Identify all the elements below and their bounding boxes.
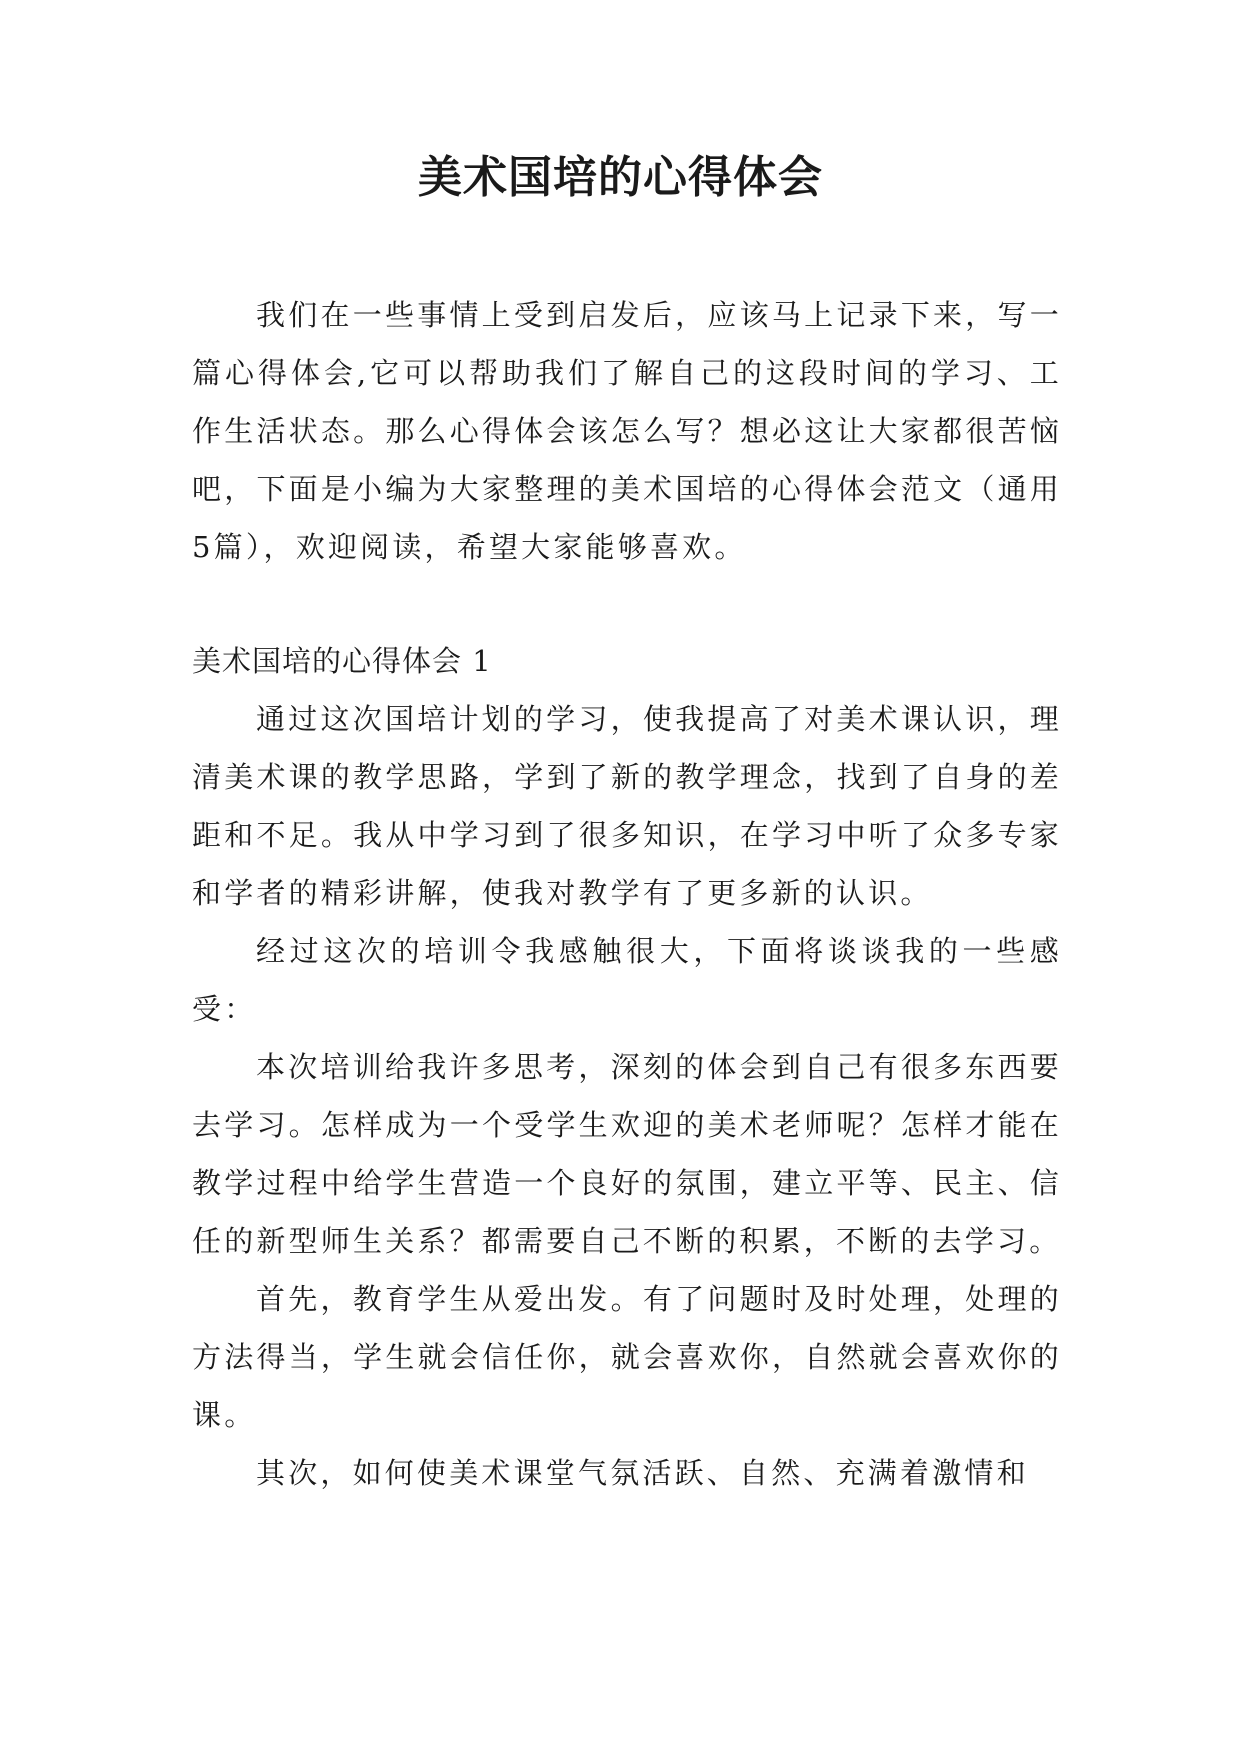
document-title: 美术国培的心得体会 [418, 152, 823, 203]
body-paragraph-5: 其次，如何使美术课堂气氛活跃、自然、充满着激情和 [256, 1456, 1029, 1490]
body-paragraph-3: 本次培训给我许多思考，深刻的体会到自己有很多东西要去学习。怎样成为一个受学生欢迎的美术老师呢？怎样才能在教学过程中给学生营造一个良好的氛围，建立平等、民主、信任的新型师生关系？都需要自己不断的积累，不断的去学习。 [192, 1050, 1062, 1258]
body-paragraph-4: 首先，教育学生从爱出发。有了问题时及时处理，处理的方法得当，学生就会信任你，就会喜欢你，自然就会喜欢你的课。 [192, 1282, 1062, 1432]
intro-paragraph: 我们在一些事情上受到启发后，应该马上记录下来，写一篇心得体会,它可以帮助我们了解自己的这段时间的学习、工作生活状态。那么心得体会该怎么写？想必这让大家都很苦恼吧，下面是小编为大家整理的美术国培的心得体会范文（通用5篇），欢迎阅读，希望大家能够喜欢。 [192, 298, 1062, 564]
section-heading: 美术国培的心得体会 1 [192, 644, 492, 678]
body-paragraph-1: 通过这次国培计划的学习，使我提高了对美术课认识，理清美术课的教学思路，学到了新的教学理念，找到了自身的差距和不足。我从中学习到了很多知识，在学习中听了众多专家和学者的精彩讲解，使我对教学有了更多新的认识。 [192, 702, 1062, 910]
body-paragraph-2: 经过这次的培训令我感触很大，下面将谈谈我的一些感受： [192, 934, 1062, 1026]
document-body [192, 286, 1062, 1502]
